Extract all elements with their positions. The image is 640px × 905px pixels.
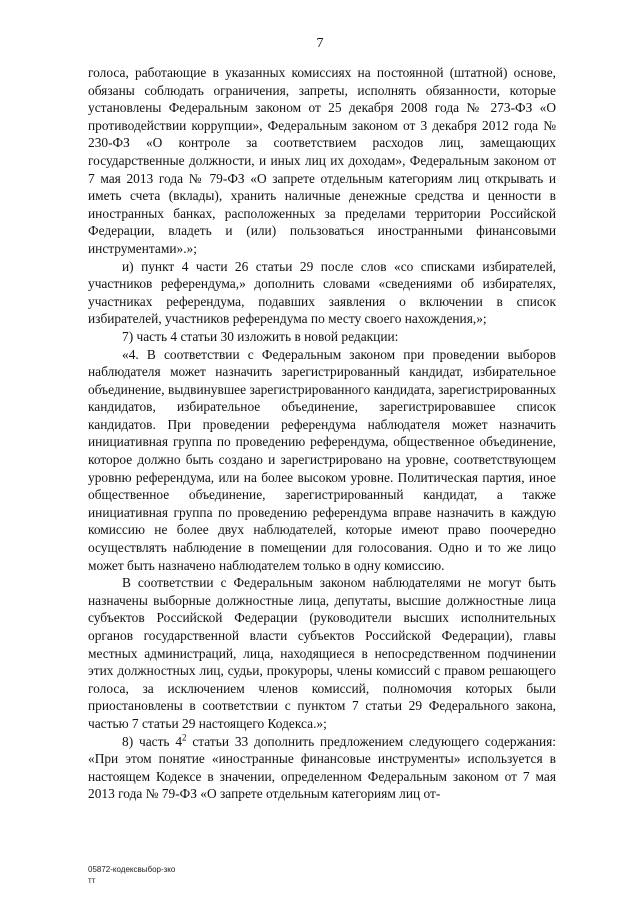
footer-code-line: 05872-кодексвыбор-зко <box>88 865 176 874</box>
item-8-text-rest: статьи 33 дополнить предложением следующего содержания: «При этом понятие «иностранные финансовые инструменты» используется в настоящем Кодексе в значении, определенном Федеральным законом от 7 мая 2013 года № 79-ФЗ «О запрете отдельным категориям лиц от- <box>88 733 556 802</box>
footer-doc-code <box>88 864 175 886</box>
page-number: 7 <box>316 36 324 51</box>
footer-initials: тт <box>88 876 96 885</box>
paragraph-observer-restrictions: В соответствии с Федеральным законом наблюдателями не могут быть назначены выборные должностные лица, депутаты, высшие должностные лица субъектов Российской Федерации (руководители высших исполнительных органов государственной власти субъектов Российской Федерации), главы местных администраций, лица, находящиеся в непосредственном подчинении этих должностных лиц, судьи, прокуроры, члены комиссий с правом решающего голоса, за исключением членов комиссий, полномочия которых были приостановлены в соответствии с пунктом 7 статьи 29 Федерального закона, частью 7 статьи 29 настоящего Кодекса.»; <box>88 575 556 731</box>
paragraph-item-8 <box>88 733 556 803</box>
paragraph-new-wording-part-4: «4. В соответствии с Федеральным законом при проведении выборов наблюдателя может назначить зарегистрированный кандидат, избирательное объединение, выдвинувшее зарегистрированного кандидата, зарегистрированных кандидатов, избирательное объединение, зарегистрировавшее список кандидатов. При проведении референдума наблюдателя может назначить инициативная группа по проведению референдума, общественное объединение, которое должно быть создано и зарегистрировано на уровне, соответствующем уровню референдума, или на более высоком уровне. Политическая партия, иное общественное объединение, зарегистрированный кандидат, а также инициативная группа по проведению референдума вправе назначить в каждую комиссию не более двух наблюдателей, которые имеют право поочередно осуществлять наблюдение в помещении для голосования. Одно и то же лицо может быть назначено наблюдателем только в одну комиссию. <box>88 346 556 573</box>
item-8-text-start: 8) часть 4 <box>122 733 183 749</box>
paragraph-continuation: голоса, работающие в указанных комиссиях на постоянной (штатной) основе, обязаны соблюдать ограничения, запреты, исполнять обязанности, которые установлены Федеральным законом от 25 декабря 2008 года № 273-ФЗ «О противодействии коррупции», Федеральным законом от 3 декабря 2012 года № 230-ФЗ «О контроле за соответствием расходов лиц, замещающих государственные должности, и иных лиц их доходам», Федеральным законом от 7 мая 2013 года № 79-ФЗ «О запрете отдельным категориям лиц открывать и иметь счета (вклады), хранить наличные денежные средства и ценности в иностранных банках, расположенных за пределами территории Российской Федерации, владеть и (или) пользоваться иностранными финансовыми инструментами».»; <box>88 65 556 256</box>
document-body <box>88 64 556 803</box>
superscript-number: 2 <box>182 732 187 743</box>
paragraph-item-i: и) пункт 4 части 26 статьи 29 после слов «со списками избирателей, участников референдума,» дополнить словами «сведениями об избирателях, участниках референдума, подавших заявления о включении в список избирателей, участников референдума по месту своего нахождения,»; <box>88 258 556 327</box>
paragraph-item-7: 7) часть 4 статьи 30 изложить в новой редакции: <box>122 328 399 344</box>
